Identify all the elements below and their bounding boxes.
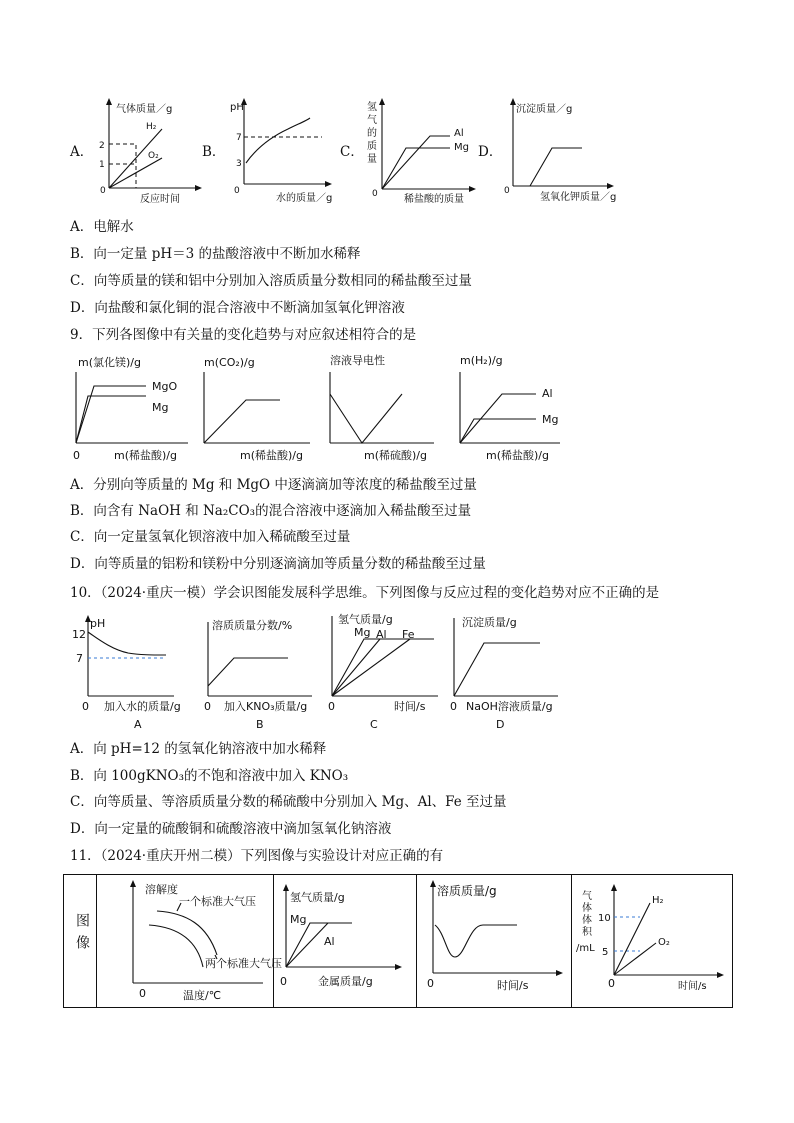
q8-choice-c: C．向等质量的镁和铝中分别加入溶质质量分数相同的稀盐酸至过量 — [70, 273, 472, 289]
q9-choice-d: D．向等质量的铝粉和镁粉中分别逐滴滴加等质量分数的稀盐酸至过量 — [70, 556, 486, 572]
q10-graph-b — [200, 610, 330, 732]
q10b-ylabel: 溶质质量分数/% — [212, 619, 293, 632]
q11g1-origin: 0 — [139, 987, 146, 1000]
svg-text:气: 气 — [582, 891, 592, 902]
q10-graph-c — [324, 610, 454, 732]
q11g3-xlabel: 时间/s — [497, 979, 529, 992]
svg-text:量: 量 — [367, 154, 377, 165]
svg-text:体: 体 — [582, 915, 592, 926]
q9g1-xlabel: m(稀盐酸)/g — [114, 449, 177, 462]
q10b-xlabel: 加入KNO₃质量/g — [224, 700, 308, 713]
q8-option-b-letter: B． — [202, 144, 226, 160]
q8d-origin: 0 — [504, 186, 510, 196]
q9g2-ylabel: m(CO₂)/g — [204, 356, 255, 369]
q8a-ylabel: 气体质量／g — [116, 104, 173, 115]
q10d-caption: D — [496, 718, 505, 731]
q9g4-xlabel: m(稀盐酸)/g — [486, 449, 549, 462]
q11g4-ytick-5: 5 — [602, 947, 609, 958]
q9g3-ylabel: 溶液导电性 — [330, 354, 385, 367]
q10-choice-c: C．向等质量、等溶质质量分数的稀硫酸中分别加入 Mg、Al、Fe 至过量 — [70, 794, 507, 810]
q10-choice-d: D．向一定量的硫酸铜和硫酸溶液中滴加氢氧化钠溶液 — [70, 821, 392, 837]
q10-graph-d — [448, 610, 578, 732]
q11-graph-4 — [572, 875, 732, 1007]
q10a-ytick-7: 7 — [76, 652, 83, 665]
q11g2-origin: 0 — [280, 975, 287, 988]
q10a-origin: 0 — [82, 700, 89, 713]
q8-choice-a: A．电解水 — [70, 219, 134, 235]
q9-graph-2 — [200, 350, 320, 466]
q11g3-ylabel: 溶质质量/g — [437, 884, 497, 898]
q11g4-origin: 0 — [608, 977, 615, 990]
q9g1-ylabel: m(氯化镁)/g — [78, 356, 141, 369]
q8b-ytick-3: 3 — [236, 159, 242, 169]
q10a-ytick-12: 12 — [72, 628, 86, 641]
q8b-xlabel: 水的质量／g — [276, 193, 333, 204]
q9g4-ylabel: m(H₂)/g — [460, 354, 503, 367]
q11g3-origin: 0 — [427, 977, 434, 990]
q8-option-c-letter: C． — [340, 144, 364, 160]
q9g3-xlabel: m(稀硫酸)/g — [364, 449, 427, 462]
q8c-ylabel-vertical — [367, 100, 377, 165]
q9g2-xlabel: m(稀盐酸)/g — [240, 449, 303, 462]
q9-choice-b: B．向含有 NaOH 和 Na₂CO₃的混合溶液中逐滴加入稀盐酸至过量 — [70, 503, 472, 519]
q11g1-xlabel: 温度/℃ — [183, 989, 222, 1002]
svg-text:气: 气 — [367, 115, 377, 126]
q8-graph-d — [500, 96, 630, 208]
q10a-caption: A — [134, 718, 142, 731]
q10c-series-mg: Mg — [354, 626, 371, 639]
q11g1-series-2atm: 两个标准大气压 — [205, 957, 282, 970]
q11g4-series-o2: O₂ — [658, 937, 670, 948]
q11g2-series-mg: Mg — [290, 913, 307, 926]
q8c-origin: 0 — [372, 189, 378, 199]
q8a-xlabel: 反应时间 — [140, 194, 180, 205]
q11g4-xlabel: 时间/s — [678, 981, 707, 992]
svg-text:/mL: /mL — [576, 943, 595, 954]
q8a-origin: 0 — [100, 186, 106, 196]
q9-choice-a: A．分别向等质量的 Mg 和 MgO 中逐滴滴加等浓度的稀盐酸至过量 — [70, 477, 477, 493]
q11-cell-4 — [572, 875, 733, 1008]
q11g4-ytick-10: 10 — [598, 913, 611, 924]
q8-graph-a — [96, 96, 206, 204]
q10c-xlabel: 时间/s — [394, 700, 426, 713]
q11-row-label: 图像 — [74, 913, 90, 957]
q8b-ylabel: pH — [230, 102, 244, 113]
svg-text:体: 体 — [582, 903, 592, 914]
q11-graph-2 — [274, 875, 416, 1007]
q10d-origin: 0 — [450, 700, 457, 713]
q9g4-series-mg: Mg — [542, 413, 559, 426]
svg-text:氢: 氢 — [367, 102, 377, 113]
q8-option-d-letter: D． — [478, 144, 503, 160]
q11-graph-3 — [417, 875, 571, 1007]
q8c-xlabel: 稀盐酸的质量 — [404, 194, 464, 205]
q11g1-series-1atm: 一个标准大气压 — [179, 895, 256, 908]
q9-graph-3 — [326, 350, 446, 466]
q9g1-series-mgo: MgO — [152, 380, 178, 393]
q10b-caption: B — [256, 718, 264, 731]
q10c-caption: C — [370, 718, 378, 731]
q11-cell-2 — [274, 875, 417, 1008]
q9g1-series-mg: Mg — [152, 401, 169, 414]
q11g2-series-al: Al — [324, 935, 335, 948]
q10a-ylabel: pH — [90, 617, 106, 630]
q10b-origin: 0 — [204, 700, 211, 713]
q8c-series-al: Al — [454, 128, 464, 139]
q8-choice-b: B．向一定量 pH＝3 的盐酸溶液中不断加水稀释 — [70, 246, 361, 262]
q11-cell-3 — [417, 875, 572, 1008]
q8a-series-h2: H₂ — [146, 122, 157, 132]
q10d-xlabel: NaOH溶液质量/g — [466, 700, 553, 713]
q10-choice-b: B．向 100gKNO₃的不饱和溶液中加入 KNO₃ — [70, 768, 349, 784]
q11-row-label-cell — [64, 875, 97, 1008]
q9-stem: 9．下列各图像中有关量的变化趋势与对应叙述相符合的是 — [70, 327, 417, 343]
q11-table — [63, 874, 733, 1008]
q11-cell-1 — [97, 875, 282, 1008]
q11g1-ylabel: 溶解度 — [145, 883, 178, 896]
q10a-xlabel: 加入水的质量/g — [104, 700, 181, 713]
q11g4-series-h2: H₂ — [652, 895, 664, 906]
q8-graph-b — [228, 96, 338, 204]
q10c-series-fe: Fe — [402, 628, 415, 641]
q8a-series-o2: O₂ — [148, 151, 159, 161]
svg-text:质: 质 — [367, 141, 377, 152]
q8-choice-d: D．向盐酸和氯化铜的混合溶液中不断滴加氢氧化钾溶液 — [70, 300, 405, 316]
q8a-ytick-1: 1 — [99, 160, 105, 170]
svg-text:积: 积 — [582, 927, 592, 938]
q11-stem: 11．（2024·重庆开州二模）下列图像与实验设计对应正确的有 — [70, 848, 444, 864]
q9g1-origin: 0 — [73, 449, 80, 462]
q10-choice-a: A．向 pH=12 的氢氧化钠溶液中加水稀释 — [70, 741, 327, 757]
q10c-series-al: Al — [376, 628, 387, 641]
q9-graph-4 — [456, 350, 576, 466]
q8-option-a-letter: A． — [70, 144, 94, 160]
q9-graph-1 — [70, 350, 200, 466]
q8c-series-mg: Mg — [454, 142, 469, 153]
q10-graph-a — [68, 610, 198, 732]
q10d-ylabel: 沉淀质量/g — [462, 616, 517, 629]
q8d-xlabel: 氢氧化钾质量／g — [540, 192, 617, 203]
q11g4-ylabel-vertical — [576, 890, 595, 954]
q8a-ytick-2: 2 — [99, 141, 105, 151]
q9g4-series-al: Al — [542, 387, 553, 400]
q9-choice-c: C．向一定量氢氧化钡溶液中加入稀硫酸至过量 — [70, 529, 351, 545]
q10c-ylabel: 氢气质量/g — [338, 613, 393, 626]
q11g2-ylabel: 氢气质量/g — [290, 891, 345, 904]
q11g2-xlabel: 金属质量/g — [318, 975, 373, 988]
q10c-origin: 0 — [328, 700, 335, 713]
q8b-origin: 0 — [234, 186, 240, 196]
q11-graph-1 — [97, 875, 282, 1007]
q8-graph-c — [362, 96, 482, 208]
svg-text:的: 的 — [367, 128, 377, 139]
q10-stem: 10．（2024·重庆一模）学会识图能发展科学思维。下列图像与反应过程的变化趋势对应不正确的是 — [70, 585, 660, 601]
q8d-ylabel: 沉淀质量／g — [516, 104, 573, 115]
q8b-ytick-7: 7 — [236, 133, 242, 143]
